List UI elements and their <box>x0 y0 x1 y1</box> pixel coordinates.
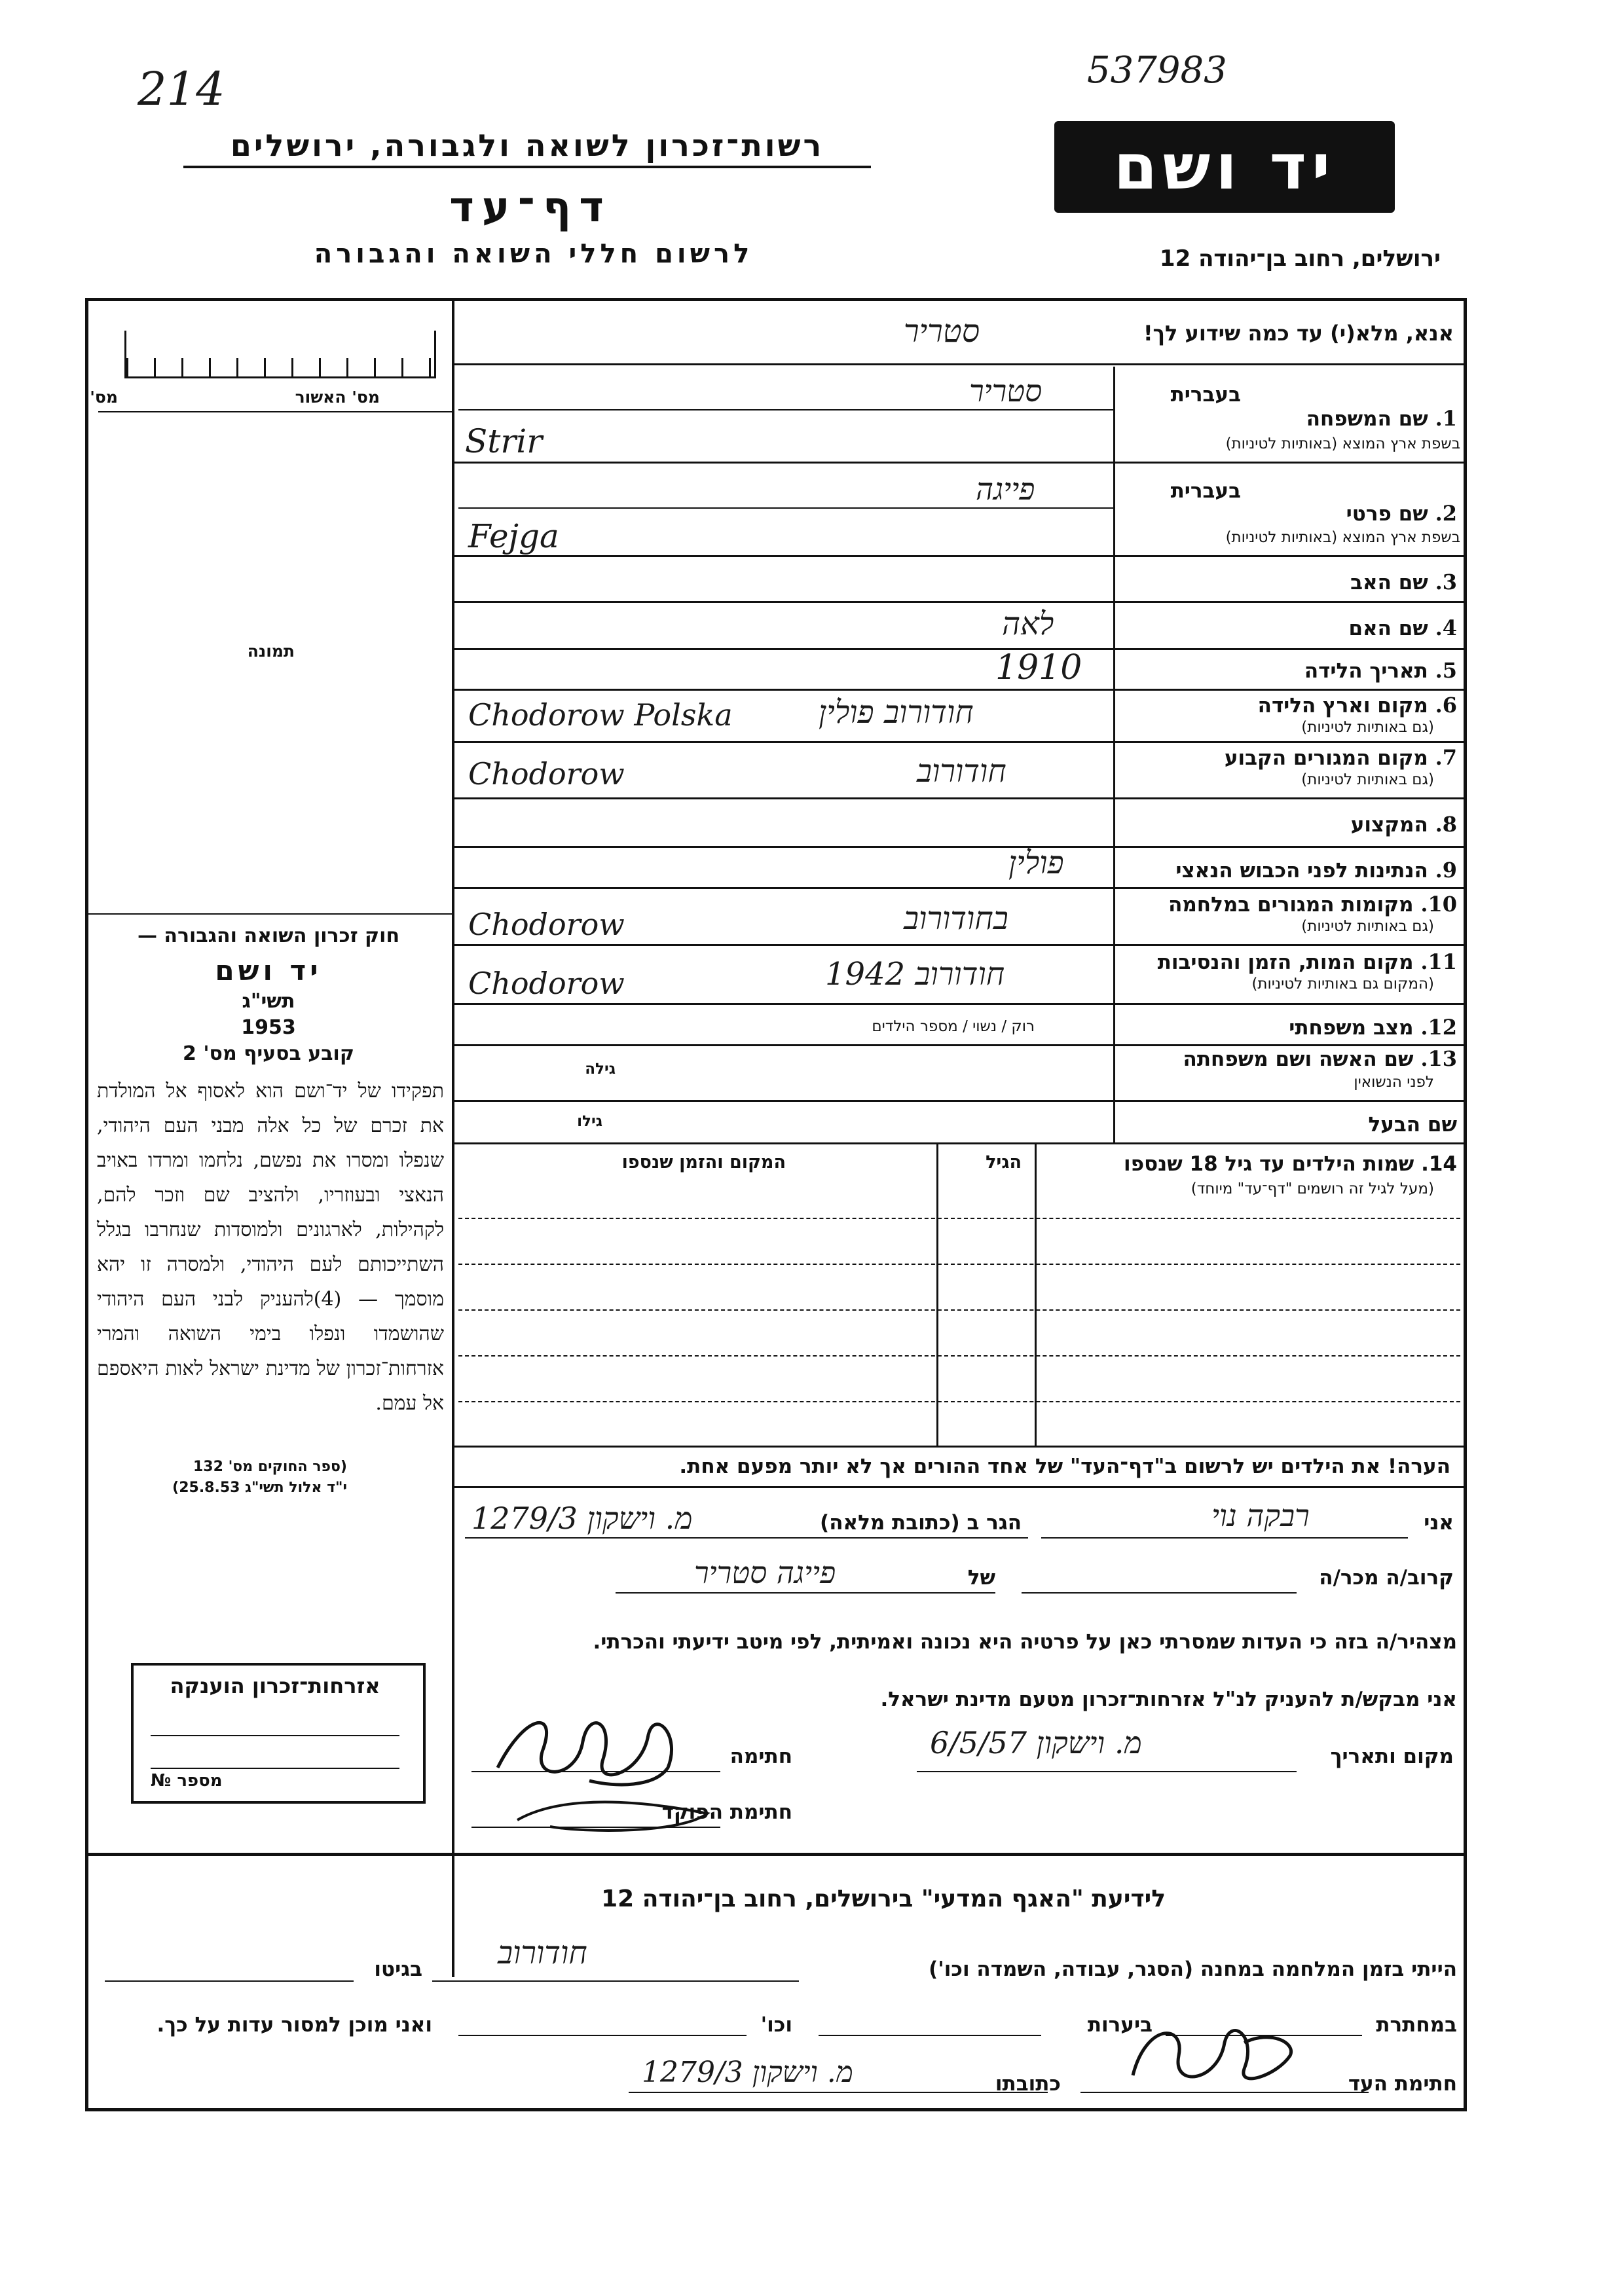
bottom-address-line <box>629 2092 1048 2093</box>
law-name: יד ושם <box>215 955 322 987</box>
camp-text: הייתי בזמן המלחמה במחנה (הסגר, עבודה, השמדה וכו') <box>929 1958 1457 1981</box>
field-line <box>458 507 1113 509</box>
request-answer: סטריר <box>904 313 980 350</box>
field-line <box>452 555 1467 557</box>
law-text: תפקידו של יד־ושם הוא לאסוף אל המולדת את זכרם של כל אלה מבני העם היהודי, שנפלו ומסרו את נפשם, נלחמו ומרדו באויב הנאצי ובעוזריו, ולהציב שם וזכר להם, לקהילות, לארגונים ולמוסדות שנחרבו בגלל השתייכותם לעם היהודי, ולמסרה זו יהא מוסמך — (4)להעניק לבני העם היהודי שהושמדו ונפלו בימי השואה והמרי אזרחות־זכרון של מדינת ישראל לאות היאספם אל עמם. <box>97 1080 444 1415</box>
law-date: י"ד אלול תשי"ג 25.8.53) <box>172 1480 347 1496</box>
witness-resident-label: הגר ב (כתובת מלאה) <box>820 1511 1022 1535</box>
field-line <box>452 462 1467 464</box>
wartime-residence-latin-value: Chodorow <box>468 907 625 942</box>
photo-label: תמונה <box>247 642 295 661</box>
field-heb-label: בעברית <box>1170 479 1241 503</box>
children-sub: (מעל לגיל זה רושמים "דף־עד" מיוחד) <box>1190 1180 1434 1197</box>
death-place-latin-value: Chodorow <box>468 966 625 1001</box>
field-sub: בשפת ארץ המוצא (באותיות לטיניות) <box>1225 435 1460 452</box>
underground-label: במחתרת <box>1376 2013 1457 2037</box>
children-col-age: הגיל <box>986 1152 1022 1173</box>
label-column-divider <box>1113 367 1115 1142</box>
witness-of-label: של <box>967 1566 995 1590</box>
field-line <box>452 944 1467 946</box>
field-line <box>452 1003 1467 1005</box>
field-label: 13. שם האשה ושם משפחתה <box>1183 1046 1457 1071</box>
children-row-line <box>458 1264 1460 1265</box>
witness-sign-label: חתימת העד <box>1348 2072 1457 2096</box>
field-line <box>452 1142 1467 1144</box>
registration-label: מס' האשור <box>295 388 380 407</box>
registration-line <box>98 411 452 412</box>
husband-age-label: גילו <box>577 1113 602 1130</box>
field-label: 2. שם פרטי <box>1346 501 1457 526</box>
field-sub: (המקום גם באותיות לטיניות) <box>1251 975 1434 993</box>
witness-relation-line <box>1022 1592 1297 1594</box>
children-note: הערה! את הילדים יש לרשום ב"דף־העד" של אחד ההורים אך לא יותר מפעם אחת. <box>679 1455 1450 1478</box>
field-label: 3. שם האב <box>1350 570 1457 594</box>
surname-hebrew-value: סטריר <box>969 373 1043 409</box>
request-text: אנא, מלא(י) עד כמה שידוע לך! <box>1143 321 1454 346</box>
officer-signature <box>511 1781 720 1840</box>
field-label: 9. הנתינות לפני הכבוש הנאצי <box>1175 858 1457 883</box>
birth-place-latin-value: Chodorow Polska <box>468 697 733 733</box>
children-table-bottom <box>452 1446 1467 1448</box>
bottom-witness-signature <box>1113 2003 1310 2095</box>
witness-sign-line <box>1080 2092 1369 2093</box>
request-underline <box>452 363 1467 365</box>
signature-line <box>471 1771 720 1772</box>
field-label: 1. שם המשפחה <box>1306 406 1457 431</box>
field-label: 12. מצב משפחתי <box>1289 1015 1457 1040</box>
form-subtitle: לרשום חללי השואה והגבורה <box>314 239 754 269</box>
witness-relation-line <box>616 1592 995 1594</box>
left-panel-divider <box>452 301 454 1977</box>
witness-relation-label: קרוב/ה מכר/ה <box>1319 1566 1454 1590</box>
officer-signature-line <box>471 1827 720 1828</box>
field-heb-label: בעברית <box>1170 383 1241 407</box>
ghetto-label: בגיטו <box>374 1958 422 1981</box>
citizenship-box-title: אזרחות־זכרון הוענקה <box>170 1673 380 1698</box>
field-line <box>458 409 1113 410</box>
field-label: 6. מקום וארץ הלידה <box>1257 693 1457 718</box>
birth-date-value: 1910 <box>995 648 1082 687</box>
field-label: 8. המקצוע <box>1350 812 1457 837</box>
law-divider <box>88 913 452 915</box>
birth-place-value: חודורוב פולין <box>819 694 974 731</box>
field-line <box>452 797 1467 799</box>
ready-text: ואני מוכן למסור עדות על כך. <box>157 2013 432 2037</box>
field-sub: לפני הנשואין <box>1354 1074 1434 1091</box>
forests-line <box>819 2035 1041 2036</box>
witness-name-value: רבקה נוי <box>1211 1498 1310 1533</box>
field-sub: (גם באותיות לטיניות) <box>1301 771 1434 788</box>
address: ירושלים, רחוב בן־יהודה 12 <box>1159 246 1441 272</box>
forests-label: ביערות <box>1087 2013 1153 2037</box>
children-col-divider <box>1035 1144 1037 1446</box>
field-label: 11. מקום המות, הזמן והנסיבות <box>1157 949 1457 974</box>
field-line <box>452 741 1467 743</box>
witness-address-line <box>465 1537 1028 1539</box>
field-line <box>452 601 1467 603</box>
citizenship-box-line <box>151 1768 399 1769</box>
logo-text: יד ושם <box>1113 130 1336 204</box>
law-clause: קובע בסעיף מס' 2 <box>183 1042 354 1065</box>
witness-address-value: מ. וישקון 1279/3 <box>471 1501 693 1536</box>
bottom-address-label: כתובתו <box>995 2072 1061 2096</box>
witness-signature <box>485 1696 707 1794</box>
camp-value: חודורוב <box>498 1935 587 1971</box>
field-sub: (גם באותיות לטיניות) <box>1301 719 1434 736</box>
archive-number: 214 <box>138 62 225 116</box>
field-line <box>452 648 1467 650</box>
witness-request: אני מבקש/ת להעניק לנ"ל אזרחות־זכרון מטעם מדינת ישראל. <box>880 1688 1457 1711</box>
logo <box>1054 121 1395 213</box>
officer-signature-label: חתימת הפוקד <box>661 1800 792 1824</box>
etc-line <box>458 2035 747 2036</box>
citizenship-box-number: מספר № <box>151 1771 223 1791</box>
bottom-address-value: מ. וישקון 1279/3 <box>642 2056 853 2089</box>
children-col-divider <box>936 1144 938 1446</box>
witness-declaration: מצהיר/ה בזה כי העדות שמסרתי כאן על פרטיה היא נכונה ואמיתית, לפי מיטב ידיעתי והכרתי. <box>593 1630 1457 1654</box>
place-date-label: מקום ותאריך <box>1330 1745 1454 1768</box>
registration-no-label: מס' <box>90 388 118 407</box>
law-year-hebrew: תשי"ג <box>242 990 295 1013</box>
field-line <box>452 846 1467 848</box>
citizenship-box-line <box>151 1735 399 1736</box>
witness-name-line <box>1041 1537 1408 1539</box>
page-number: 537983 <box>1087 49 1227 92</box>
marital-status-options: רוק / נשוי / מספר הילדים <box>872 1018 1035 1035</box>
place-date-line <box>917 1771 1297 1772</box>
witness-divider <box>452 1486 1467 1488</box>
field-label: 4. שם האם <box>1348 615 1457 640</box>
death-place-value: חודורוב 1942 <box>825 956 1005 993</box>
children-row-line <box>458 1401 1460 1402</box>
signature-label: חתימה <box>729 1745 792 1768</box>
bottom-section-divider <box>85 1853 1467 1856</box>
law-year: 1953 <box>241 1016 296 1039</box>
residence-latin-value: Chodorow <box>468 756 625 792</box>
field-label: 5. תאריך הלידה <box>1304 658 1457 683</box>
field-line <box>452 689 1467 691</box>
field-sub: בשפת ארץ המוצא (באותיות לטיניות) <box>1225 529 1460 546</box>
children-row-line <box>458 1218 1460 1219</box>
wartime-residence-value: בחודורוב <box>904 900 1008 937</box>
field-line <box>452 887 1467 889</box>
law-title: חוק זכרון השואה והגבורה — <box>137 924 400 947</box>
first-name-hebrew-value: פייגה <box>976 471 1035 507</box>
ghetto-line <box>105 1980 354 1982</box>
law-source: (ספר החוקים מס' 132 <box>193 1459 347 1475</box>
field-label: 10. מקומות המגורים במלחמה <box>1168 892 1457 917</box>
wife-age-label: גילה <box>585 1061 616 1078</box>
children-col-place: המקום והזמן שנספו <box>621 1152 786 1173</box>
place-date-value: מ. וישקון 6/5/57 <box>930 1725 1142 1760</box>
etc-label: וכו' <box>760 2013 792 2037</box>
children-row-line <box>458 1309 1460 1311</box>
children-label: 14. שמות הילדים עד גיל 18 שנספו <box>1124 1152 1457 1176</box>
field-label: 7. מקום המגורים הקבוע <box>1224 745 1457 770</box>
org-name: רשות־זכרון לשואה ולגבורה, ירושלים <box>183 128 871 168</box>
camp-line <box>432 1980 799 1982</box>
field-sub: (גם באותיות לטיניות) <box>1301 918 1434 935</box>
field-label: שם הבעל <box>1368 1113 1457 1137</box>
witness-i-label: אני <box>1424 1511 1454 1535</box>
nationality-value: פולין <box>1008 845 1064 881</box>
bottom-title: לידיעת "האגף המדעי" בירושלים, רחוב בן־יהודה 12 <box>601 1886 1166 1912</box>
form-title: דף־עד <box>449 183 612 232</box>
registration-box <box>124 331 436 378</box>
field-line <box>452 1100 1467 1102</box>
surname-latin-value: Strir <box>465 422 543 460</box>
first-name-latin-value: Fejga <box>468 517 559 555</box>
witness-relation-value: פייגה סטריר <box>694 1555 836 1590</box>
residence-value: חודורוב <box>917 753 1006 790</box>
children-row-line <box>458 1355 1460 1357</box>
mother-name-value: לאה <box>1002 606 1054 642</box>
